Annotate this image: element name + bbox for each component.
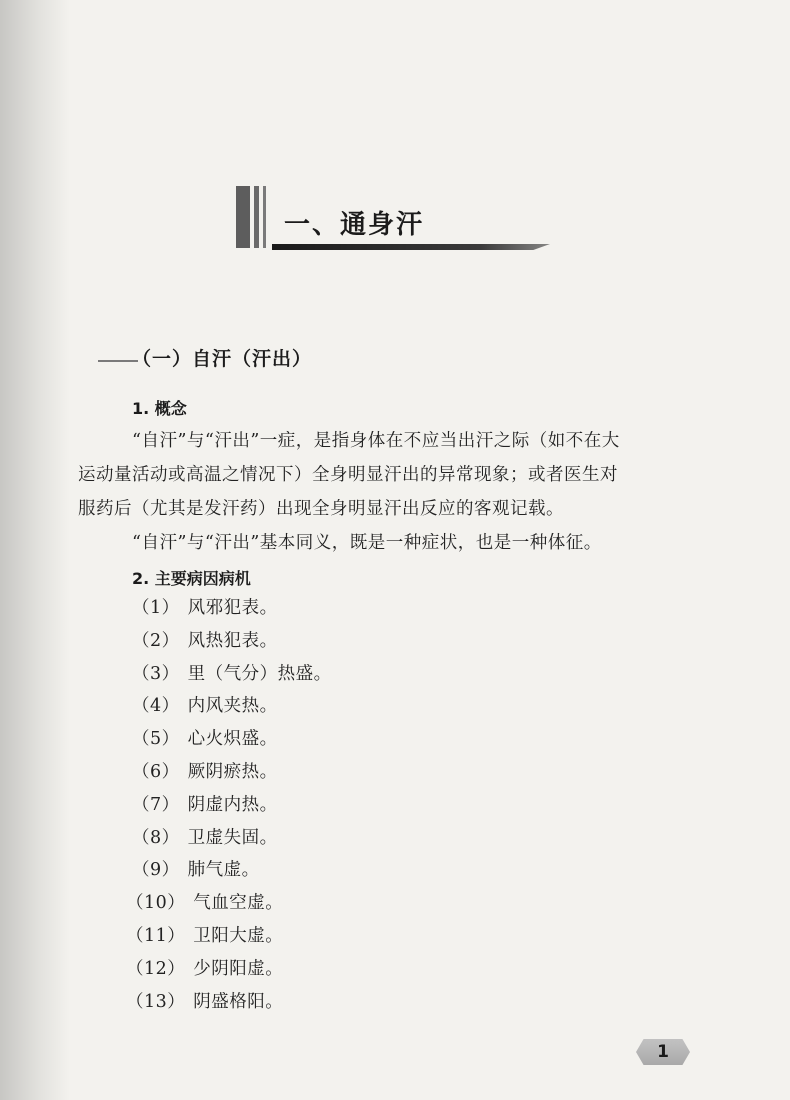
page-number: 1 — [657, 1042, 669, 1062]
book-spine-shadow — [0, 0, 70, 1100]
list-item: （1） 风邪犯表。 — [132, 598, 278, 618]
list-item: （13） 阴盛格阳。 — [126, 991, 284, 1012]
list-item: （5） 心火炽盛。 — [132, 729, 278, 750]
list-item: （10） 气血空虚。 — [126, 893, 284, 914]
chapter-marker-bar — [254, 186, 259, 248]
paragraph-line: 运动量活动或高温之情况下）全身明显汗出的异常现象；或者医生对 — [78, 465, 618, 485]
chapter-title: 一、通身汗 — [284, 210, 425, 240]
chapter-marker-bar — [236, 186, 250, 248]
list-item: （9） 肺气虚。 — [132, 860, 260, 881]
list-item: （6） 厥阴瘀热。 — [132, 761, 278, 782]
paragraph-line: 服药后（尤其是发汗药）出现全身明显汗出反应的客观记载。 — [78, 499, 564, 519]
section-heading: （一）自汗（汗出） — [132, 348, 313, 370]
causes-list — [126, 592, 332, 1018]
causes-heading: 2. 主要病因病机 — [132, 569, 251, 588]
paragraph-line: “自汗”与“汗出”一症，是指身体在不应当出汗之际（如不在大 — [132, 431, 620, 451]
list-item: （12） 少阴阳虚。 — [126, 958, 284, 979]
list-item: （2） 风热犯表。 — [132, 630, 278, 651]
list-item: （8） 卫虚失固。 — [132, 827, 278, 848]
concept-paragraph-2 — [132, 526, 692, 560]
list-item: （7） 阴虚内热。 — [132, 794, 278, 815]
chapter-marker-bars — [236, 186, 272, 248]
chapter-underline — [272, 244, 550, 250]
concept-paragraph-1 — [78, 424, 692, 526]
chapter-marker-bar — [263, 186, 266, 248]
list-item: （11） 卫阳大虚。 — [126, 925, 284, 946]
paragraph-line: “自汗”与“汗出”基本同义，既是一种症状，也是一种体征。 — [132, 533, 602, 553]
list-item: （3） 里（气分）热盛。 — [132, 663, 332, 684]
concept-heading: 1. 概念 — [132, 399, 187, 418]
list-item: （4） 内风夹热。 — [132, 696, 278, 717]
